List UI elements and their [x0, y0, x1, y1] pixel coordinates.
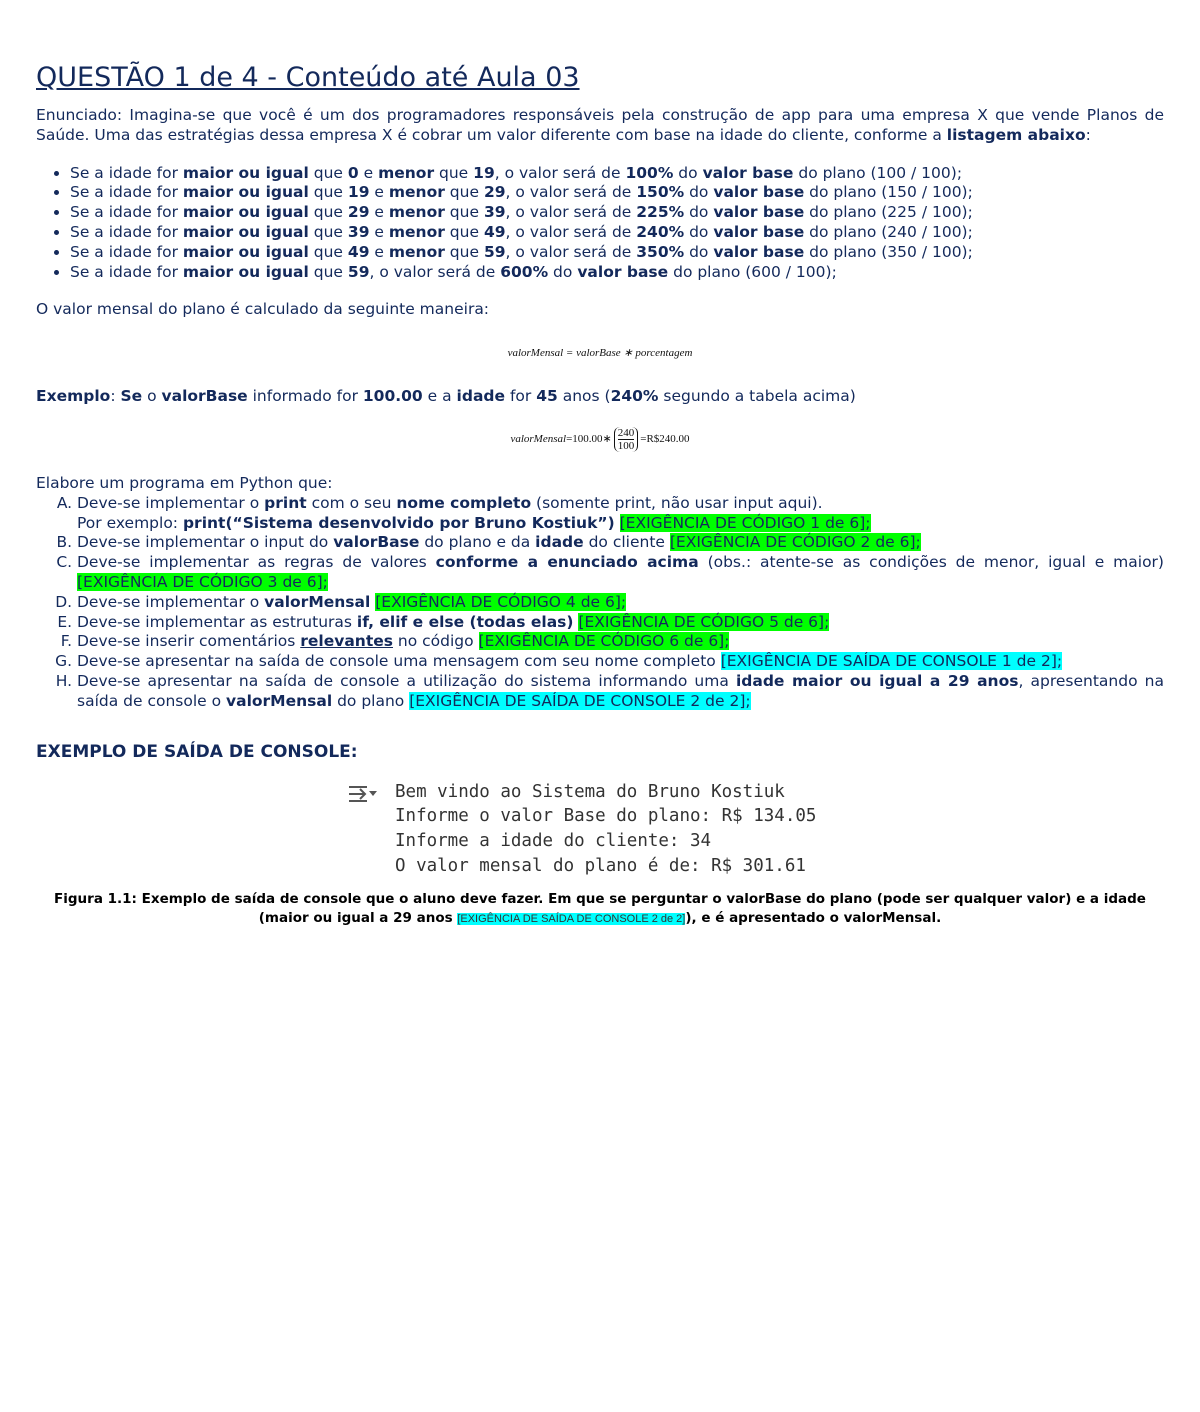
bold-text: 240%	[636, 222, 685, 241]
denominator: 100	[617, 439, 635, 452]
text: que	[308, 222, 348, 241]
bold-text: valorBase	[161, 387, 248, 406]
bold-text: 100.00	[362, 387, 423, 406]
text: Deve-se apresentar na saída de console a utilização do sistema informando uma	[77, 671, 736, 690]
bold-text: 29	[483, 183, 506, 202]
requirement-tag: [EXIGÊNCIA DE CÓDIGO 2 de 6];	[669, 533, 921, 552]
formula-lhs: valorMensal	[510, 433, 567, 445]
output-toggle-icon[interactable]	[346, 784, 378, 804]
calc-intro	[36, 300, 1164, 320]
text: que	[308, 183, 348, 202]
list-item	[70, 243, 1164, 263]
bold-text: valor base	[702, 163, 794, 182]
task-list	[36, 494, 1164, 712]
text: Deve-se inserir comentários	[77, 632, 301, 651]
text: informado for	[247, 387, 363, 406]
bold-text: valorMensal	[264, 592, 371, 611]
bold-text: valor base	[713, 203, 805, 222]
text: do plano e da	[419, 533, 536, 552]
bold-text: menor	[388, 203, 445, 222]
bold-text: 19	[347, 183, 370, 202]
console-line: Bem vindo ao Sistema do Bruno Kostiuk	[395, 781, 785, 802]
text: Deve-se implementar o	[77, 592, 265, 611]
console-heading: EXEMPLO DE SAÍDA DE CONSOLE:	[36, 741, 358, 762]
text: e	[369, 242, 389, 261]
bold-text: maior ou igual	[182, 222, 309, 241]
text: que	[444, 183, 484, 202]
text: Deve-se implementar as regras de valores	[77, 553, 436, 572]
text: anos (	[557, 387, 611, 406]
text	[615, 514, 620, 532]
bold-text: nome completo	[396, 493, 532, 512]
bold-text: menor	[388, 222, 445, 241]
list-item	[70, 203, 1164, 223]
question-title: QUESTÃO 1 de 4 - Conteúdo até Aula 03	[36, 62, 580, 93]
text: :	[1085, 125, 1091, 144]
bold-text: conforme a enunciado acima	[435, 553, 699, 572]
bold-text: 350%	[636, 242, 685, 261]
text: ), e é apresentado o valorMensal.	[685, 910, 942, 927]
text: do	[684, 183, 714, 202]
text: o	[142, 387, 162, 406]
text: e a	[422, 387, 457, 406]
bold-text: menor	[388, 242, 445, 261]
requirement-tag: [EXIGÊNCIA DE SAÍDA DE CONSOLE 2 de 2];	[409, 691, 751, 710]
figure-caption	[36, 890, 1164, 929]
bold-text: maior ou igual	[182, 163, 309, 182]
bold-text: print(“Sistema desenvolvido por Bruno Kostiuk”)	[182, 513, 615, 532]
example-paragraph	[36, 387, 1164, 407]
text: que	[434, 163, 474, 182]
text: do plano (240 / 100);	[804, 222, 973, 241]
bold-text: 600%	[500, 262, 549, 281]
bold-text: 29	[347, 203, 370, 222]
text: , apresentando na saída de console o	[77, 671, 1164, 710]
formula-rhs: =R$240.00	[640, 433, 690, 445]
list-item	[77, 613, 1164, 633]
list-item	[77, 593, 1164, 613]
console-line: O valor mensal do plano é de: R$ 301.61	[395, 855, 806, 876]
text: que	[308, 242, 348, 261]
text: Figura 1.1: Exemplo de saída de console que o aluno deve fazer. Em que se perguntar o valorBase do plano (pode ser qualquer valor) e a idade (maior ou igual a 29 anos	[54, 891, 1146, 927]
bold-text: valor base	[577, 262, 669, 281]
requirement-tag: [EXIGÊNCIA DE CÓDIGO 6 de 6];	[478, 632, 730, 651]
text: , o valor será de	[494, 163, 626, 182]
list-item	[77, 652, 1164, 672]
text: Se a idade for	[70, 163, 183, 182]
text: do	[684, 222, 714, 241]
bold-text: 100%	[625, 163, 674, 182]
text: do cliente	[583, 533, 670, 552]
requirement-tag: [EXIGÊNCIA DE CÓDIGO 4 de 6];	[375, 592, 627, 611]
requirement-tag: [EXIGÊNCIA DE SAÍDA DE CONSOLE 2 de 2]	[457, 913, 686, 926]
text: do	[684, 203, 714, 222]
bold-text: 49	[483, 222, 506, 241]
bold-text: 240%	[610, 387, 659, 406]
requirement-tag: [EXIGÊNCIA DE CÓDIGO 1 de 6];	[619, 513, 871, 532]
text: com o seu	[306, 493, 397, 512]
list-item	[77, 632, 1164, 652]
bold-text: if, elif e else (todas elas)	[356, 612, 574, 631]
bold-text: 39	[347, 222, 370, 241]
text: do plano (150 / 100);	[804, 183, 973, 202]
list-item	[77, 553, 1164, 593]
bold-text: 49	[347, 242, 370, 261]
text: e	[358, 163, 379, 182]
bold-text: maior ou igual	[182, 262, 309, 281]
bold-text: 225%	[636, 203, 685, 222]
list-item	[77, 672, 1164, 712]
task-intro	[36, 474, 1164, 494]
bold-text: valorMensal	[226, 691, 333, 710]
text: Por exemplo:	[77, 513, 183, 532]
bold-text: 150%	[636, 183, 685, 202]
bold-text: valor base	[713, 242, 805, 261]
text: Deve-se implementar o input do	[77, 533, 334, 552]
text: :	[110, 387, 121, 406]
requirement-tag: [EXIGÊNCIA DE CÓDIGO 3 de 6];	[77, 572, 328, 591]
text: Se a idade for	[70, 203, 183, 222]
bold-text: valor base	[713, 183, 805, 202]
text: do plano	[332, 691, 410, 710]
text: Enunciado: Imagina-se que você é um dos programadores responsáveis pela construção de app para uma empresa X que vende Planos de Saúde. Uma das estratégias dessa empresa X é cobrar um valor diferente com base na idade do cliente, conforme a	[36, 106, 1164, 144]
list-item	[70, 164, 1164, 184]
console-line: Informe a idade do cliente: 34	[395, 830, 712, 851]
text: do	[548, 262, 578, 281]
bold-text: Se	[120, 387, 143, 406]
text: do	[673, 163, 703, 182]
text: e	[369, 183, 389, 202]
text: Se a idade for	[70, 222, 183, 241]
bold-text: 39	[483, 203, 506, 222]
text: e	[369, 203, 389, 222]
age-rules-list	[36, 164, 1164, 283]
text: Deve-se implementar as estruturas	[77, 612, 357, 631]
bold-text: 0	[347, 163, 359, 182]
bold-text: 45	[536, 387, 558, 406]
formula-monthly: valorMensal = valorBase ∗ porcentagem	[507, 347, 693, 360]
bold-text: valor base	[713, 222, 805, 241]
formula-example	[36, 427, 1164, 452]
formula-eq: =100.00∗	[566, 433, 612, 445]
text: Se a idade for	[70, 262, 183, 281]
bold-text: maior ou igual	[182, 242, 309, 261]
text: que	[444, 242, 484, 261]
bold-text: 59	[347, 262, 370, 281]
bold-text: print	[264, 493, 307, 512]
text: (somente print, não usar input aqui).	[531, 493, 823, 512]
text: , o valor será de	[505, 242, 637, 261]
text: do	[684, 242, 714, 261]
text: que	[308, 163, 348, 182]
formula-fraction	[614, 427, 639, 452]
text: que	[444, 203, 484, 222]
text: no código	[392, 632, 479, 651]
text: , o valor será de	[505, 222, 637, 241]
bold-text: relevantes	[300, 632, 393, 651]
list-item	[77, 494, 1164, 534]
text: (obs.: atente-se as condições de menor, igual e maior)	[698, 553, 1164, 572]
bold-text: maior ou igual	[182, 203, 309, 222]
list-item	[70, 223, 1164, 243]
bold-text: menor	[378, 163, 435, 182]
bold-text: 19	[473, 163, 495, 182]
bold-text: idade	[535, 533, 584, 552]
text: , o valor será de	[505, 203, 637, 222]
requirement-tag: [EXIGÊNCIA DE SAÍDA DE CONSOLE 1 de 2];	[720, 652, 1063, 671]
text: Deve-se apresentar na saída de console uma mensagem com seu nome completo	[77, 652, 721, 671]
text: , o valor será de	[369, 262, 501, 281]
text: que	[308, 262, 348, 281]
text: do plano (225 / 100);	[804, 203, 973, 222]
list-item	[77, 533, 1164, 553]
text: do plano (350 / 100);	[804, 242, 973, 261]
bold-text: listagem abaixo	[946, 125, 1086, 144]
console-line: Informe o valor Base do plano: R$ 134.05	[395, 806, 817, 827]
bold-text: menor	[388, 183, 445, 202]
bold-text: idade maior ou igual a 29 anos	[735, 671, 1019, 690]
text: que	[444, 222, 484, 241]
text: , o valor será de	[505, 183, 637, 202]
text: Se a idade for	[70, 242, 183, 261]
list-item	[70, 263, 1164, 283]
bold-text: valorBase	[333, 533, 420, 552]
text: e	[369, 222, 389, 241]
numerator: 240	[617, 426, 635, 439]
text: do plano (100 / 100);	[793, 163, 963, 182]
text: Elabore um programa em Python que:	[36, 473, 333, 492]
list-item	[70, 183, 1164, 203]
text: do plano (600 / 100);	[668, 262, 837, 281]
text: que	[308, 203, 348, 222]
text: Deve-se implementar o	[77, 493, 265, 512]
text: Se a idade for	[70, 183, 183, 202]
bold-text: idade	[456, 387, 506, 406]
bold-text: 59	[483, 242, 506, 261]
text: for	[505, 387, 537, 406]
bold-text: maior ou igual	[182, 183, 309, 202]
statement-paragraph	[36, 106, 1164, 146]
console-output	[346, 780, 1164, 879]
bold-text: Exemplo	[36, 387, 111, 406]
text: O valor mensal do plano é calculado da seguinte maneira:	[36, 300, 490, 319]
text: segundo a tabela acima)	[658, 387, 856, 406]
requirement-tag: [EXIGÊNCIA DE CÓDIGO 5 de 6];	[578, 612, 830, 631]
